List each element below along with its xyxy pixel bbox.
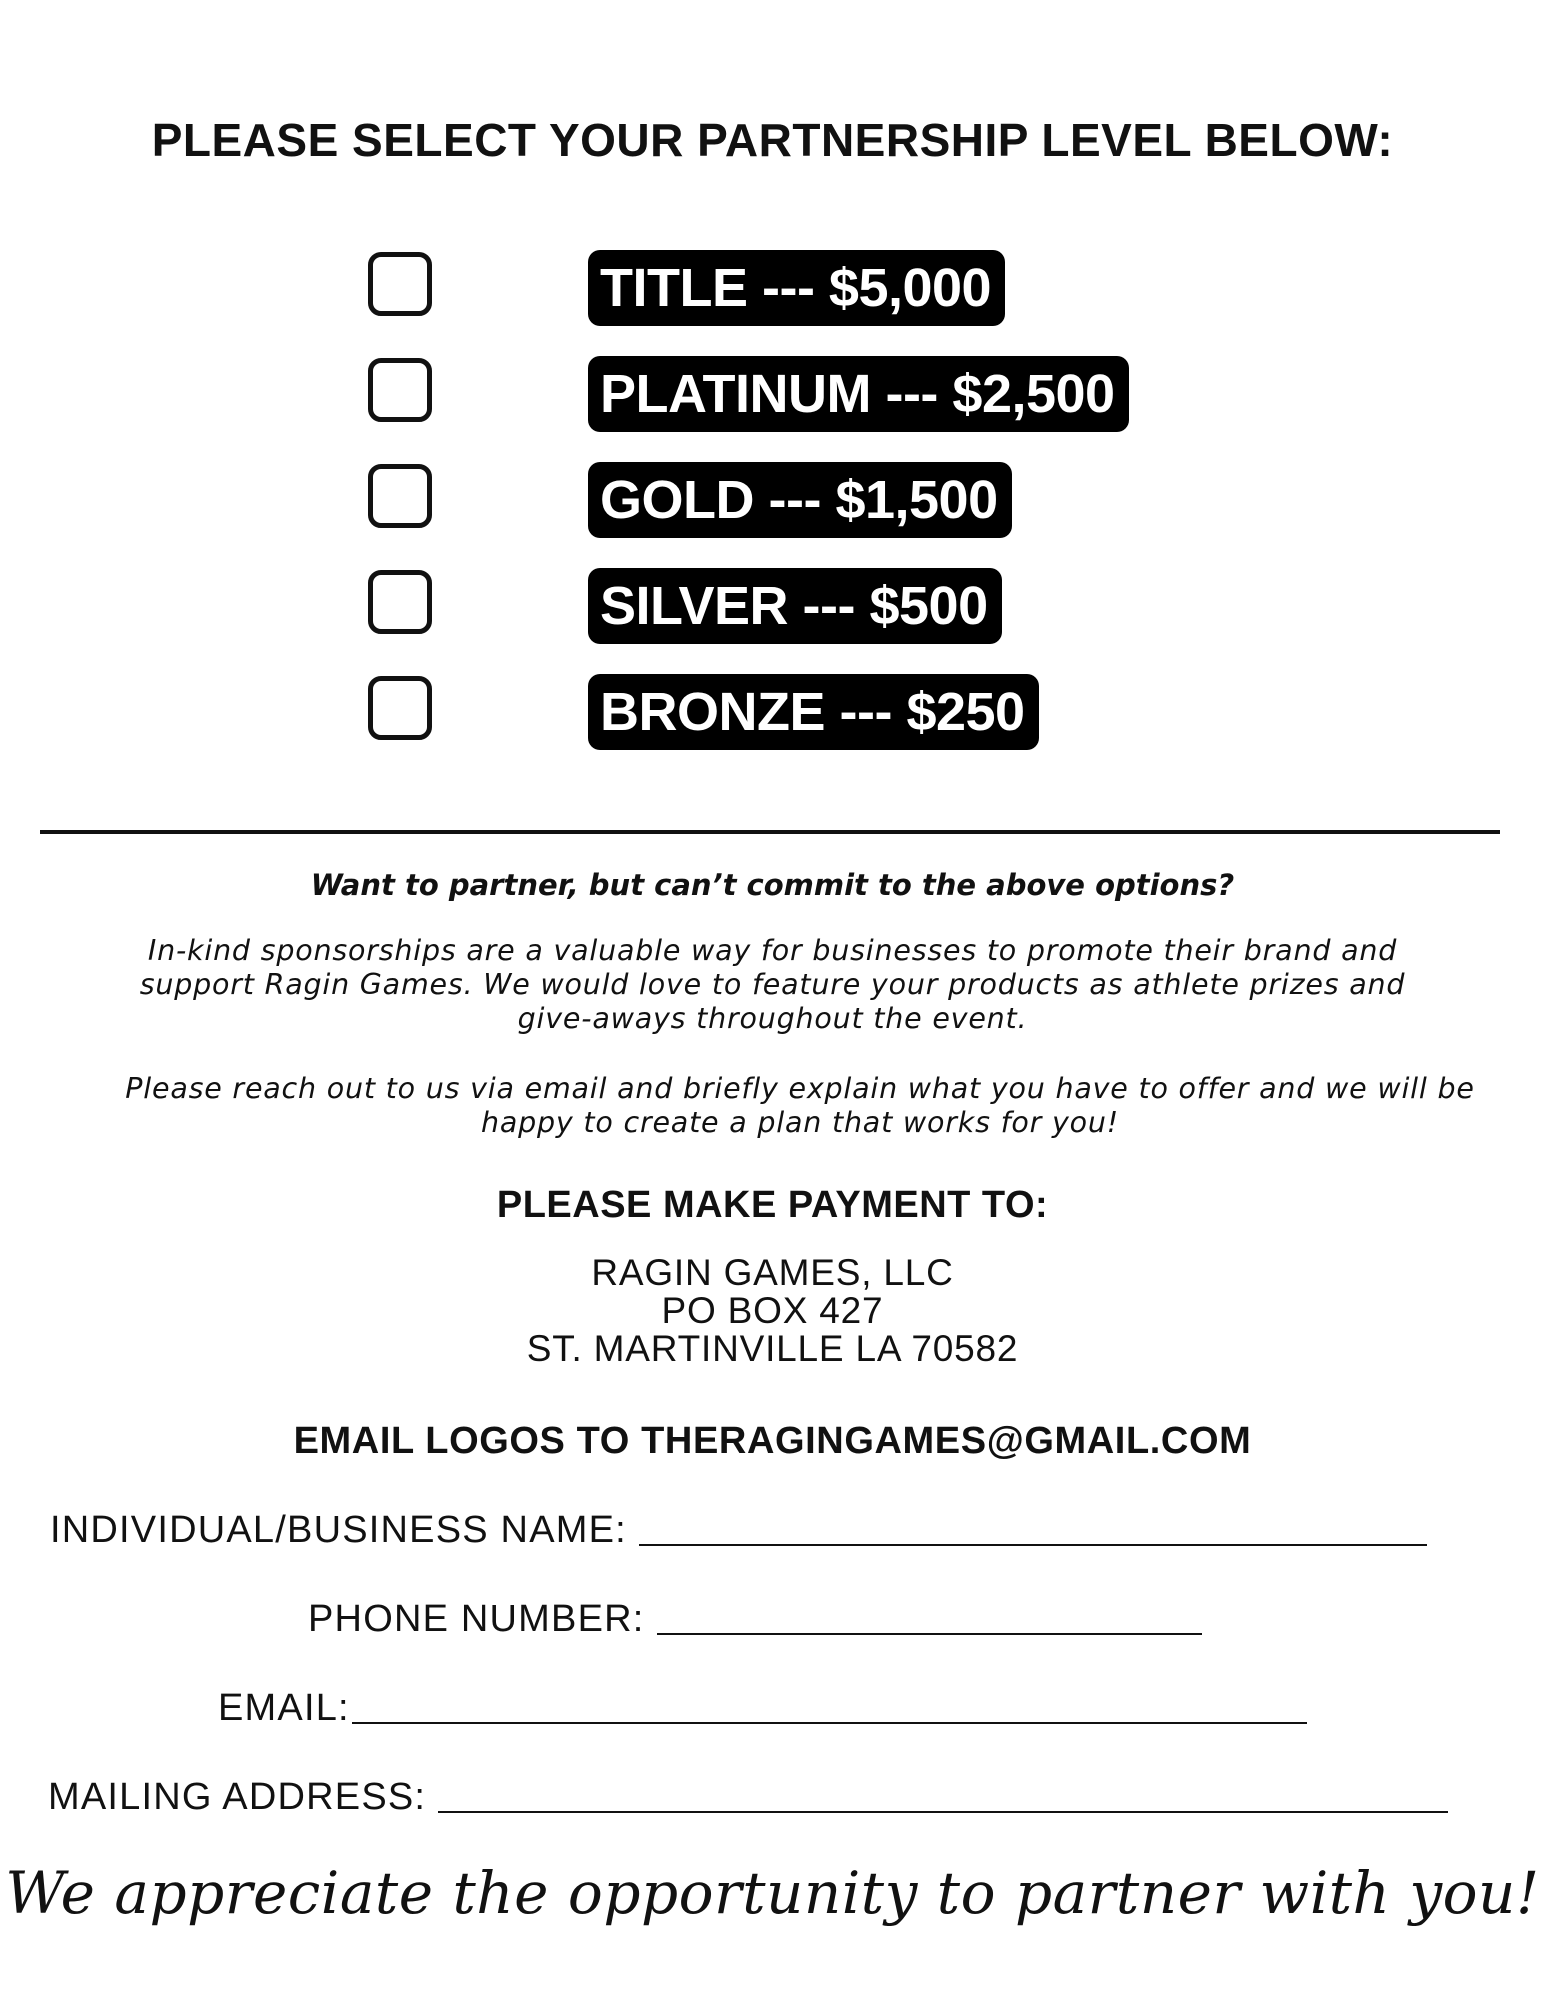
email-field-row [218, 1686, 1307, 1730]
checkbox-silver[interactable] [368, 570, 432, 634]
tier-bronze-label: BRONZE --- $250 [588, 674, 1039, 750]
address-field-label: MAILING ADDRESS: [48, 1776, 427, 1818]
tier-platinum-label: PLATINUM --- $2,500 [588, 356, 1129, 432]
checkbox-gold[interactable] [368, 464, 432, 528]
closing-message: We appreciate the opportunity to partner with you! [5, 1859, 1540, 1927]
tier-silver-label: SILVER --- $500 [588, 568, 1002, 644]
address-field-line[interactable] [438, 1777, 1448, 1813]
address-field-row [48, 1775, 1448, 1819]
phone-field-row [308, 1597, 1202, 1641]
inkind-paragraph-2: Please reach out to us via email and briefly explain what you have to offer and we will be happy to create a plan that works for you! [125, 1072, 1475, 1139]
checkbox-title[interactable] [368, 252, 432, 316]
address-line-city: ST. MARTINVILLE LA 70582 [526, 1328, 1019, 1369]
name-field-row [50, 1508, 1427, 1552]
page-title: PLEASE SELECT YOUR PARTNERSHIP LEVEL BELOW: [151, 114, 1394, 166]
inkind-question: Want to partner, but can’t commit to the above options? [310, 868, 1235, 902]
checkbox-platinum[interactable] [368, 358, 432, 422]
phone-field-label: PHONE NUMBER: [308, 1598, 645, 1640]
phone-field-line[interactable] [657, 1599, 1202, 1635]
email-logos-instruction: EMAIL LOGOS TO THERAGINGAMES@GMAIL.COM [293, 1420, 1252, 1462]
tier-gold-label: GOLD --- $1,500 [588, 462, 1012, 538]
section-divider [40, 830, 1500, 834]
name-field-line[interactable] [639, 1510, 1427, 1546]
name-field-label: INDIVIDUAL/BUSINESS NAME: [50, 1509, 627, 1551]
tier-title-label: TITLE --- $5,000 [588, 250, 1005, 326]
address-line-company: RAGIN GAMES, LLC [591, 1252, 954, 1293]
payment-heading: PLEASE MAKE PAYMENT TO: [496, 1184, 1049, 1226]
email-field-line[interactable] [352, 1688, 1307, 1724]
payment-address [0, 1254, 1545, 1368]
email-field-label: EMAIL: [218, 1687, 350, 1729]
checkbox-bronze[interactable] [368, 676, 432, 740]
address-line-pobox: PO BOX 427 [661, 1290, 884, 1331]
inkind-paragraph-1: In-kind sponsorships are a valuable way for businesses to promote their brand and support Ragin Games. We would love to feature your products as athlete prizes and give-aways throughout the event. [139, 934, 1406, 1035]
